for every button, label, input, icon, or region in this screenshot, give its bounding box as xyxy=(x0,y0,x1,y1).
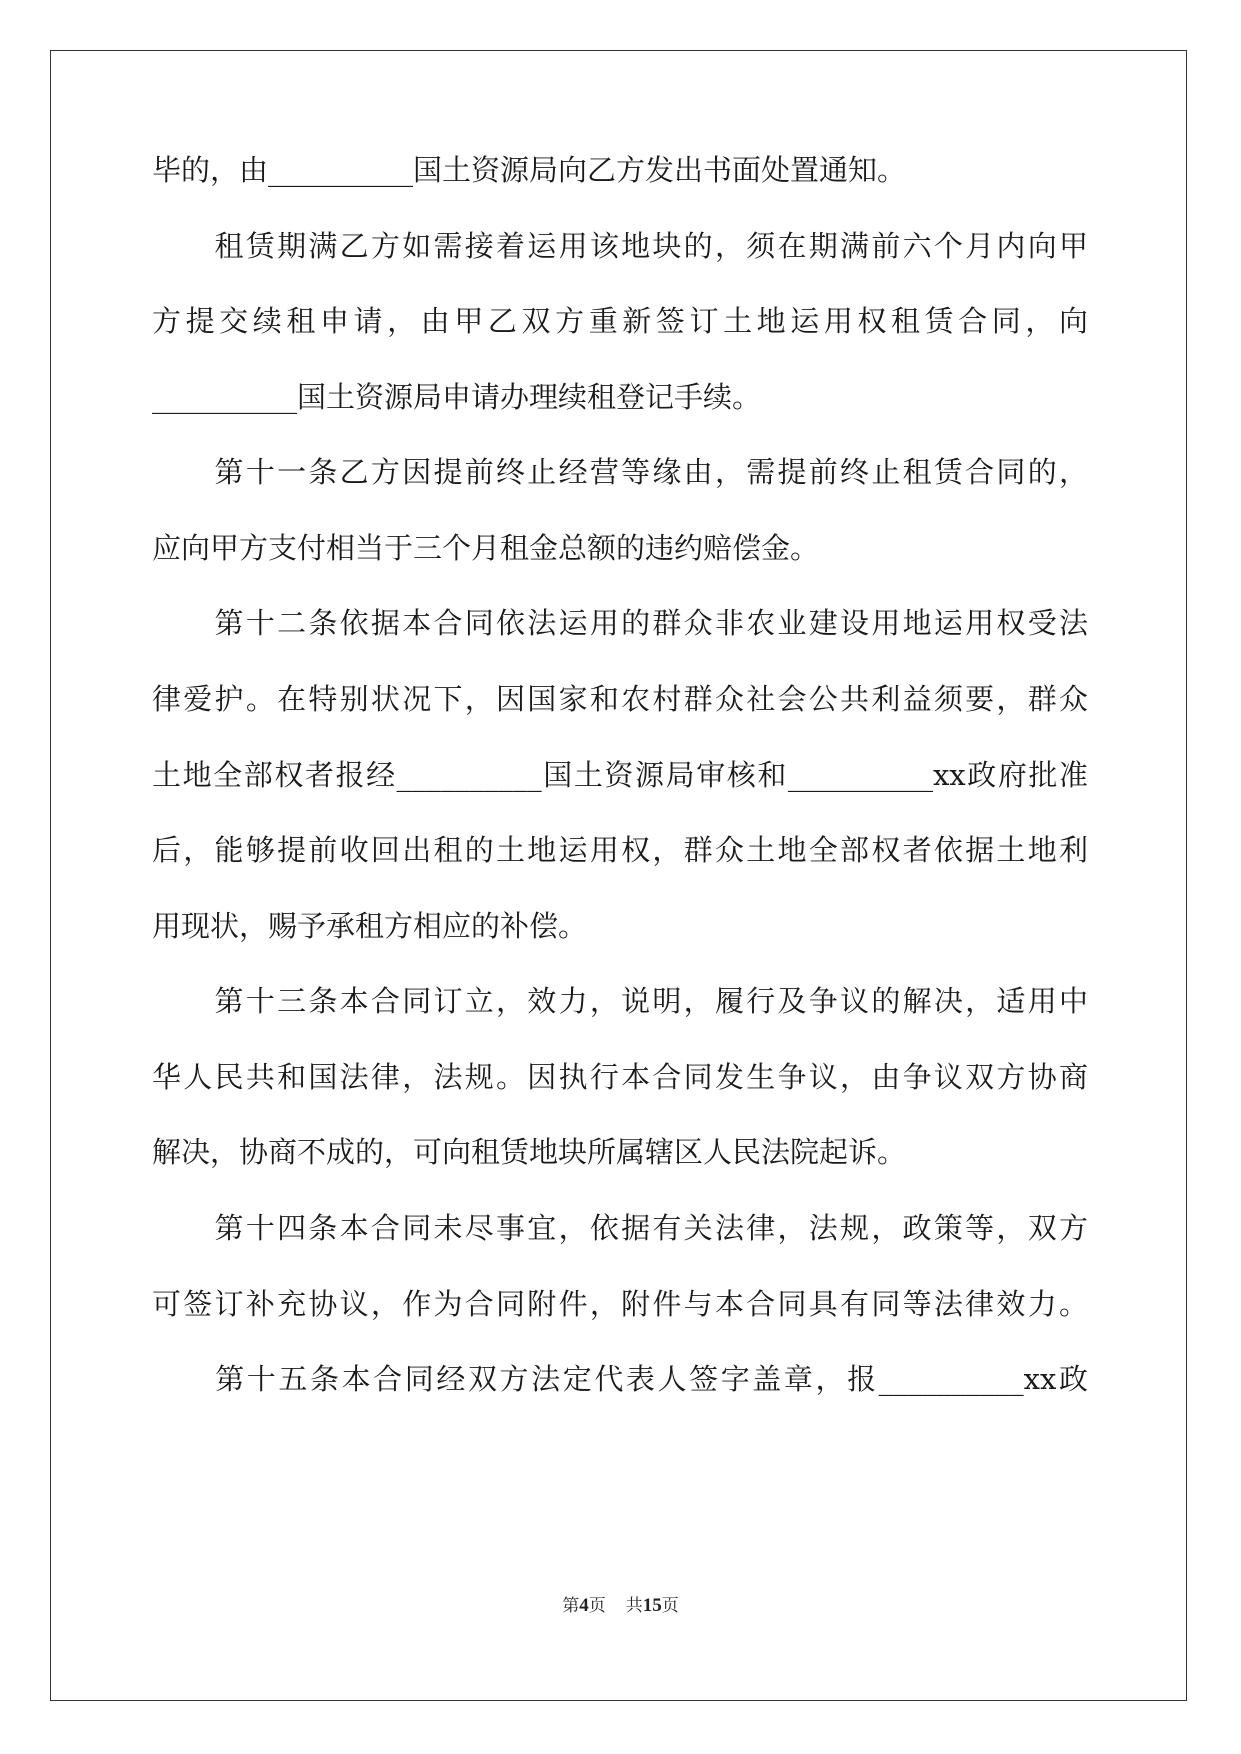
page-suffix: 页 xyxy=(588,1596,606,1616)
text-line: 第十一条乙方因提前终止经营等缘由，需提前终止租赁合同的， xyxy=(152,455,1088,489)
text-line: 律爱护。在特别状况下，因国家和农村群众社会公共利益须要，群众 xyxy=(152,682,1088,716)
text-line: 华人民共和国法律，法规。因执行本合同发生争议，由争议双方协商 xyxy=(152,1060,1088,1094)
total-pages: 15 xyxy=(642,1595,662,1616)
text-line: 第十二条依据本合同依法运用的群众非农业建设用地运用权受法 xyxy=(152,606,1088,640)
page-border xyxy=(50,50,1187,1701)
page-prefix: 第 xyxy=(562,1596,580,1616)
text-line: 应向甲方支付相当于三个月租金总额的违约赔偿金。 xyxy=(152,531,820,565)
text-line: 毕的，由__________国土资源局向乙方发出书面处置通知。 xyxy=(152,153,907,187)
text-line: 第十三条本合同订立，效力，说明，履行及争议的解决，适用中 xyxy=(152,984,1088,1018)
text-line: 土地全部权者报经__________国土资源局审核和__________xx政府批准 xyxy=(152,758,1088,792)
text-line: 第十四条本合同未尽事宜，依据有关法律，法规，政策等，双方 xyxy=(152,1211,1088,1245)
text-line: 可签订补充协议，作为合同附件，附件与本合同具有同等法律效力。 xyxy=(152,1287,1088,1321)
text-line: __________国土资源局申请办理续租登记手续。 xyxy=(152,380,762,414)
text-line: 解决，协商不成的，可向租赁地块所属辖区人民法院起诉。 xyxy=(152,1135,907,1169)
text-line: 用现状，赐予承租方相应的补偿。 xyxy=(152,909,588,943)
text-line: 方提交续租申请，由甲乙双方重新签订土地运用权租赁合同，向 xyxy=(152,304,1088,338)
total-prefix: 共 xyxy=(625,1596,643,1616)
text-line: 后，能够提前收回出租的土地运用权，群众土地全部权者依据土地利 xyxy=(152,833,1088,867)
text-line: 第十五条本合同经双方法定代表人签字盖章，报__________xx政 xyxy=(152,1362,1088,1396)
page-number: 4 xyxy=(579,1595,589,1616)
total-suffix: 页 xyxy=(661,1596,679,1616)
text-line: 租赁期满乙方如需接着运用该地块的，须在期满前六个月内向甲 xyxy=(152,229,1088,263)
page-footer xyxy=(0,1594,1241,1618)
